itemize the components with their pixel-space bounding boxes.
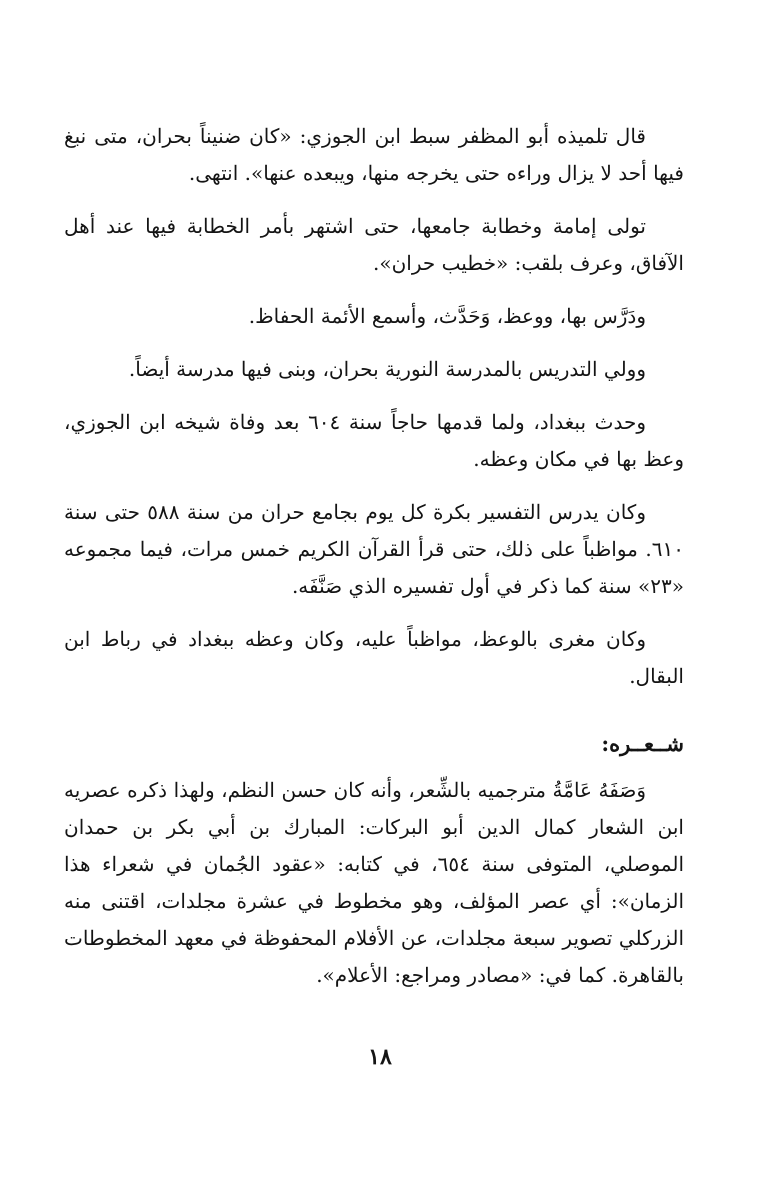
paragraph-tafsir-teaching: وكان يدرس التفسير بكرة كل يوم بجامع حران من سنة ٥٨٨ حتى سنة ٦١٠. مواظباً على ذلك، حتى قرأ القرآن الكريم خمس مرات، فيما مجموعه «٢٣» سنة كما ذكر في أول تفسيره الذي صَنَّفَه. <box>64 500 684 598</box>
page-number: ١٨ <box>368 1044 392 1070</box>
paragraph-poetry: وَصَفَهُ عَامَّةُ مترجميه بالشِّعر، وأنه كان حسن النظم، ولهذا ذكره عصريه ابن الشعار كمال الدين أبو البركات: المبارك بن أبي بكر بن حمدان الموصلي، المتوفى سنة ٦٥٤، في كتابه: «عقود الجُمان في شعراء هذا الزمان»: أي عصر المؤلف، وهو مخطوط في عشرة مجلدات، اقتنى منه الزركلي تصوير سبعة مجلدات، عن الأفلام المحفوظة في معهد المخطوطات بالقاهرة. كما في: «مصادر ومراجع: الأعلام». <box>64 778 684 987</box>
paragraph-quote-sibt-ibn-aljawzi: قال تلميذه أبو المظفر سبط ابن الجوزي: «كان ضنيناً بحران، متى نبغ فيها أحد لا يزال وراءه حتى يخرجه منها، ويبعده عنها». انتهى. <box>64 124 684 185</box>
paragraph-baghdad-visit: وحدث ببغداد، ولما قدمها حاجاً سنة ٦٠٤ بعد وفاة شيخه ابن الجوزي، وعظ بها في مكان وعظه. <box>64 410 684 471</box>
section-heading-poetry: شــعــره: <box>601 731 684 756</box>
paragraph-khatib-harran: تولى إمامة وخطابة جامعها، حتى اشتهر بأمر الخطابة فيها عند أهل الآفاق، وعرف بلقب: «خطيب حران». <box>64 214 684 275</box>
paragraph-preaching: وكان مغرى بالوعظ، مواظباً عليه، وكان وعظه ببغداد في رباط ابن البقال. <box>64 627 684 688</box>
body-text <box>64 118 684 1010</box>
paragraph-taught-preached: ودَرَّس بها، ووعظ، وَحَدَّث، وأسمع الأئمة الحفاظ. <box>248 304 646 328</box>
paragraph-nuriyya-school: وولي التدريس بالمدرسة النورية بحران، وبنى فيها مدرسة أيضاً. <box>128 357 646 381</box>
